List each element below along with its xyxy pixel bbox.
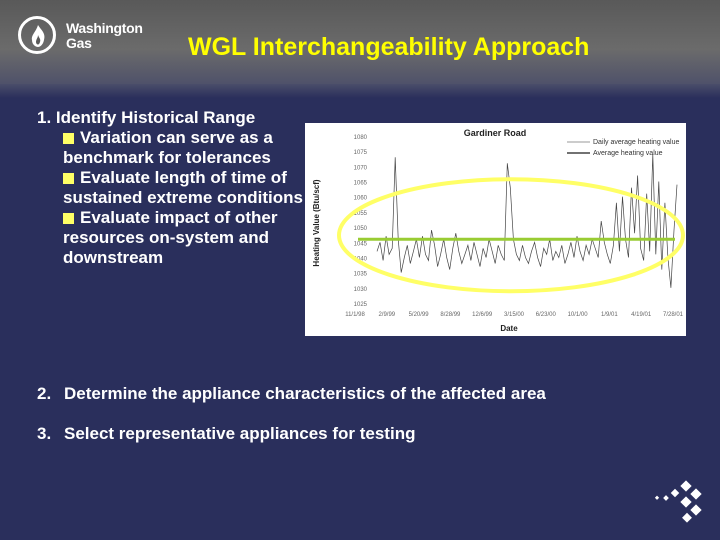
brand-line-2: Gas	[66, 35, 92, 51]
header-divider	[0, 84, 720, 98]
section-1-heading: 1. Identify Historical Range	[37, 108, 256, 127]
x-tick-label: 4/19/01	[631, 312, 652, 318]
y-tick-label: 1070	[353, 165, 367, 172]
bullet-text: Evaluate impact of other resources on-system and downstream	[63, 208, 278, 267]
bullet-item	[37, 208, 307, 268]
x-axis-label: Date	[500, 324, 518, 333]
y-tick-label: 1045	[353, 241, 367, 248]
y-tick-label: 1055	[353, 210, 367, 217]
bullet-item	[37, 168, 307, 208]
chart-svg	[305, 123, 686, 336]
square-bullet-icon	[63, 213, 74, 224]
y-tick-label: 1080	[353, 135, 367, 141]
bullet-list	[37, 128, 307, 268]
x-tick-label: 11/1/98	[345, 312, 365, 318]
washington-gas-logo	[18, 16, 158, 62]
y-tick-label: 1025	[353, 302, 367, 308]
x-tick-label: 7/28/01	[662, 312, 684, 318]
bullet-item	[37, 128, 307, 168]
brand-name	[66, 21, 143, 51]
step-number: 3.	[37, 424, 52, 443]
x-tick-label: 10/1/00	[567, 312, 588, 318]
y-tick-label: 1040	[353, 256, 367, 263]
decorative-dots-icon	[650, 480, 710, 525]
x-tick-label: 2/9/99	[378, 312, 396, 318]
y-tick-label: 1030	[353, 286, 367, 293]
heating-value-chart	[305, 123, 686, 336]
flame-icon	[18, 16, 56, 54]
y-tick-label: 1060	[353, 195, 367, 202]
bullet-text: Evaluate length of time of sustained extreme conditions	[63, 168, 303, 207]
x-tick-label: 8/28/99	[440, 312, 461, 318]
step-text: Determine the appliance characteristics of the affected area	[64, 384, 546, 403]
y-tick-label: 1050	[353, 226, 367, 233]
section-1	[37, 108, 307, 268]
y-tick-label: 1035	[353, 271, 367, 278]
step-text: Select representative appliances for testing	[64, 424, 416, 443]
y-tick-label: 1065	[353, 180, 367, 187]
y-axis-label: Heating Value (Btu/scf)	[312, 179, 321, 267]
bullet-text: Variation can serve as a benchmark for tolerances	[63, 128, 273, 167]
chart-title: Gardiner Road	[463, 128, 527, 138]
x-tick-label: 5/20/99	[408, 312, 429, 318]
daily-heating-value-line	[377, 154, 677, 288]
step-number: 2.	[37, 384, 52, 403]
legend-label-daily: Daily average heating value	[593, 139, 680, 146]
y-tick-label: 1075	[353, 150, 367, 157]
x-tick-label: 3/15/00	[503, 312, 525, 318]
x-tick-label: 6/23/00	[535, 312, 556, 318]
step-2	[37, 384, 546, 404]
brand-line-1: Washington	[66, 20, 143, 36]
square-bullet-icon	[63, 133, 74, 144]
step-3	[37, 424, 415, 444]
x-tick-label: 12/6/99	[472, 312, 493, 318]
slide-title: WGL Interchangeability Approach	[188, 33, 590, 61]
square-bullet-icon	[63, 173, 74, 184]
legend-label-average: Average heating value	[593, 150, 663, 157]
x-tick-label: 1/9/01	[601, 312, 618, 318]
